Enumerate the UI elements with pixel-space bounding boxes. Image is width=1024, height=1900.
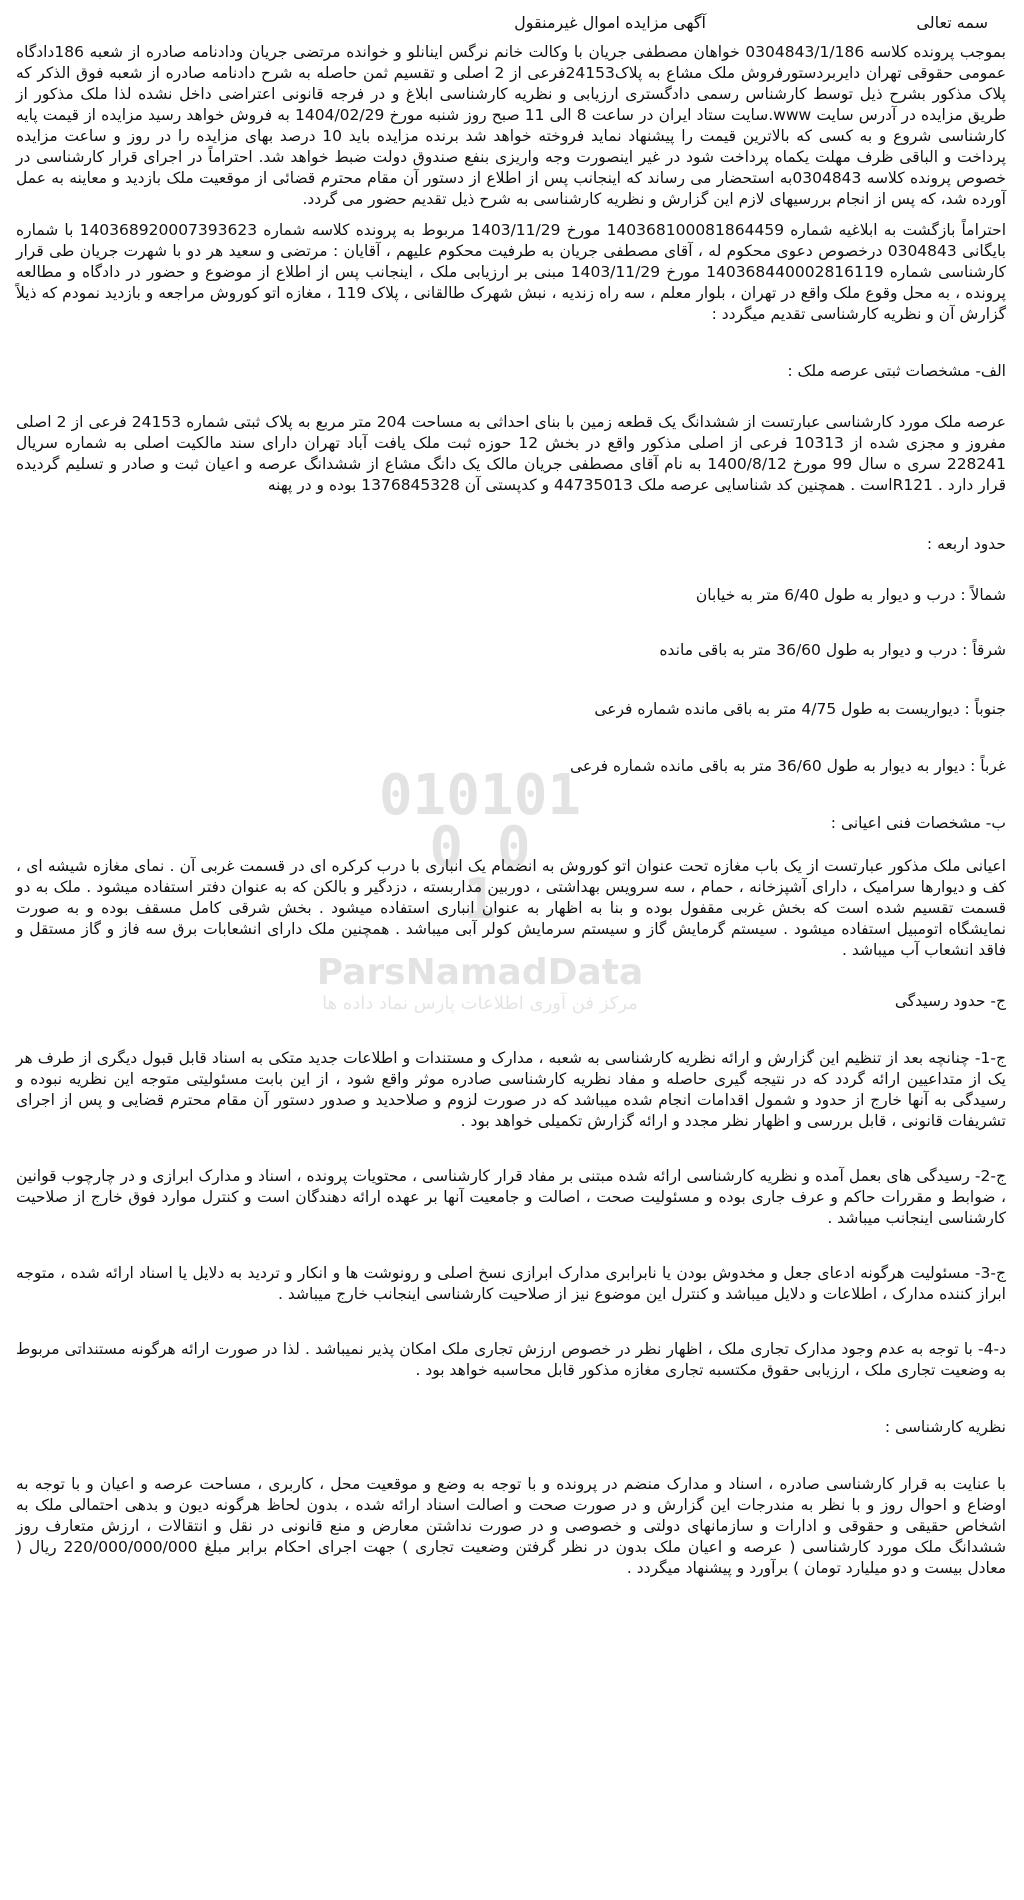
- section-b-heading: ب- مشخصات فنی اعیانی :: [830, 814, 1006, 832]
- watermark-digits-3: 1: [463, 867, 497, 932]
- clause-d4: د-4- با توجه به عدم وجود مدارک تجاری ملک ، اظهار نظر در خصوص ارزش تجاری ملک امکان پذیر نمیباشد . لذا در صورت ارائه هرگونه مستنداتی مربوط به وضعیت تجاری ملک ، ارزیابی حقوق مکتسبه تجاری مغازه مذکور قابل محاسبه خواهد بود .: [16, 1340, 1006, 1379]
- opinion-heading: نظریه کارشناسی :: [884, 1418, 1006, 1436]
- watermark-digits-1: 010101: [378, 763, 582, 828]
- watermark-subtitle: مرکز فن آوری اطلاعات پارس نماد داده ها: [322, 993, 638, 1014]
- referral-paragraph: احتراماً بازگشت به ابلاغیه شماره 140368100081864459 مورخ 1403/11/29 مربوط به پرونده کلاسه شماره 140368920007393623 با شماره بایگانی 0304843 درخصوص دعوی محکوم له ، آقای مصطفی جریان به طرفیت محکوم علیهم ، آقایان : مرتضی و سعید هر دو با شهرت جریان طی قرار کارشناسی شماره 140368440002816119 مورخ 1403/11/29 مبنی بر ارزیابی ملک ، اینجانب پس از اطلاع از موضوع و حضور در دادگاه و مطالعه پرونده ، به محل وقوع ملک واقع در تهران ، بلوار معلم ، سه راه زندیه ، نبش شهرک طالقانی ، پلاک 119 ، مغازه اتو کوروش مراجعه و بازدید نمودم که ذیلاً گزارش آن و نظریه کارشناسی تقدیم میگردد :: [16, 221, 1007, 323]
- boundary-north: شمالاً : درب و دیوار به طول 6/40 متر به خیابان: [695, 586, 1006, 604]
- notice-title: آگهی مزایده اموال غیرمنقول: [514, 13, 706, 32]
- clause-c3: ج-3- مسئولیت هرگونه ادعای جعل و مخدوش بودن یا نابرابری مدارک ابرازی نسخ اصلی و رونوشت ها و انکار و تردید به دلایل یا اسناد ارائه شده ، متوجه ابراز کننده مدارک ، اطلاعات و دلایل میباشد و کنترل این موضوع نیز از صلاحیت کارشناسی اینجانب خارج میباشد .: [16, 1264, 1006, 1303]
- boundary-west: غرباً : دیوار به دیوار به طول 36/60 متر به باقی مانده شماره فرعی: [569, 757, 1006, 775]
- clause-c2: ج-2- رسیدگی های بعمل آمده و نظریه کارشناسی ارائه شده مبتنی بر مفاد قرار کارشناسی ، محتویات پرونده ، اسناد و مدارک ابرازی و در چارچوب قوانین ، ضوابط و مقررات حاکم و عرف جاری بوده و مسئولیت صحت ، اصالت و جامعیت آنها بر عهده ارائه دهندگان است و کنترل موارد فوق خارج از صلاحیت کارشناسی اینجانب میباشد .: [16, 1167, 1006, 1227]
- section-b-text: اعیانی ملک مذکور عبارتست از یک باب مغازه تحت عنوان اتو کوروش به انضمام یک انباری با درب کرکره ای در قسمت غربی آن . نمای مغازه شیشه ای ، کف و دیوارها سرامیک ، دارای آشپزخانه ، حمام ، سه سرویس بهداشتی ، دوربین مداربسته ، دزدگیر و بالکن که به عنوان دفتر استفاده میشود . ملک به دو قسمت تقسیم شده است که بخش غربی مقفول بوده و بنا به اظهار به عنوان انباری استفاده میشود . بخش شرقی کامل مسقف بوده و به صورت نمایشگاه اتومبیل استفاده میشود . سیستم گرمایش گاز و سیستم سرمایش کولر آبی میباشد . همچنین ملک دارای انشعابات برق سه فاز و گاز مستقل و فاقد انشعاب آب میباشد .: [16, 857, 1006, 959]
- opinion-text: با عنایت به قرار کارشناسی صادره ، اسناد و مدارک منضم در پرونده و با توجه به وضع و موقعیت محل ، کاربری ، مساحت عرصه و اعیان و با توجه به اوضاع و احوال روز و با نظر به مندرجات این گزارش و در صورت صحت و اصالت اسناد ارائه شده ، بدون لحاظ هرگونه دیون و بدهی احتمالی ملک به اشخاص حقیقی و حقوقی و ادارات و سازمانهای دولتی و خصوصی و در صورت نداشتن معارض و منع قانونی در نقل و انتقالات ، ارزش متعارف روز ششدانگ ملک مورد کارشناسی ( عرصه و اعیان ملک بدون در نظر گرفتن وضعیت تجاری ) جهت اجرای احکام برابر مبلغ 220/000/000/000 ریال ( معادل بیست و دو میلیارد تومان ) برآورد و پیشنهاد میگردد .: [16, 1475, 1006, 1577]
- watermark-digits-2: 0 0: [429, 815, 531, 880]
- section-c-heading: ج- حدود رسیدگی: [894, 992, 1006, 1010]
- invocation-text: سمه تعالی: [916, 13, 988, 32]
- boundary-south: جنوباً : دیواریست به طول 4/75 متر به باقی مانده شماره فرعی: [594, 700, 1006, 718]
- notice-header: [16, 10, 1006, 36]
- watermark-brand: ParsNamadData: [316, 952, 644, 993]
- section-a-heading: الف- مشخصات ثبتی عرصه ملک :: [787, 362, 1006, 380]
- boundaries-heading: حدود اربعه :: [926, 535, 1006, 553]
- intro-paragraph: بموجب پرونده کلاسه 0304843/1/186 خواهان مصطفی جریان با وکالت خانم نرگس اینانلو و خوانده مرتضی جریان ودادنامه صادره از شعبه 186دادگاه عمومی حقوقی تهران دایربردستورفروش ملک مشاع به پلاک24153فرعی از 2 اصلی و تقسیم ثمن حاصله به شرح دادنامه صادره از شعبه فوق الذکر که پلاک مذکور بشرح ذیل توسط کارشناس رسمی دادگستری ارزیابی و نظریه کارشناسی ابلاغ و در فرجه قانونی اعتراضی داخل نشده لذا ملک مذکور از طریق مزایده در آدرس سایت www.سایت ستاد ایران در ساعت 8 الی 11 صبح روز شنبه مورخ 1404/02/29 به فروش خواهد رسید مزایده از قیمت پایه کارشناسی شروع و به کسی که بالاترین قیمت را پیشنهاد نماید فروخته خواهد شد برنده مزایده باید 10 درصد بهای مزایده را در روز و ساعت مزایده پرداخت و الباقی ظرف مهلت یکماه پرداخت شود در غیر اینصورت وجه واریزی بنفع صندوق دولت ضبط خواهد شد. احتراماً در اجرای قرار کارشناسی در خصوص پرونده کلاسه 0304843به استحضار می رساند که اینجانب پس از اطلاع از دستور آن مقام محترم قضائی از موقعیت ملک بازدید و معاینه به عمل آورده شد، که پس از انجام بررسیهای لازم این گزارش و نظریه کارشناسی به شرح ذیل تقدیم حضور می گردد.: [16, 43, 1006, 208]
- boundary-east: شرقاً : درب و دیوار به طول 36/60 متر به باقی مانده: [659, 641, 1006, 659]
- clause-c1: ج-1- چنانچه بعد از تنظیم این گزارش و ارائه نظریه کارشناسی به شعبه ، مدارک و مستندات و اطلاعات جدید متکی به اسناد قابل قبول دیگری از طرف هر یک از متداعیین ارائه گردد که در نتیجه گیری حاصله و مفاد نظریه کارشناسی صادره موثر واقع شود ، از این بابت مسئولیتی متوجه این نظریه نبوده و رسیدگی به آنها خارج از حدود و شمول اقدامات انجام شده میباشد که در صورت لزوم و صلاحدید و صدور دستور آن مقام محترم قضایی و پس از اجرای تشریفات قانونی ، قابل بررسی و اظهار نظر مجدد و ارائه گزارش تکمیلی خواهد بود .: [16, 1049, 1006, 1130]
- section-a-text: عرصه ملک مورد کارشناسی عبارتست از ششدانگ یک قطعه زمین با بنای احداثی به مساحت 204 متر مربع به پلاک ثبتی شماره 24153 فرعی از 2 اصلی مفروز و مجزی شده از 10313 فرعی از اصلی مذکور واقع در بخش 12 حوزه ثبت ملک یافت آباد تهران دارای سند مالکیت اصلی به شماره سریال 228241 سری ه سال 99 مورخ 1400/8/12 به نام آقای مصطفی جریان مالک یک دانگ مشاع از ششدانگ عرصه و اعیان ثبت و صادر و تسلیم گردیده قرار دارد . R121است . همچنین کد شناسایی عرصه ملک 44735013 و کدپستی آن 1376845328 بوده و در پهنه: [16, 413, 1006, 494]
